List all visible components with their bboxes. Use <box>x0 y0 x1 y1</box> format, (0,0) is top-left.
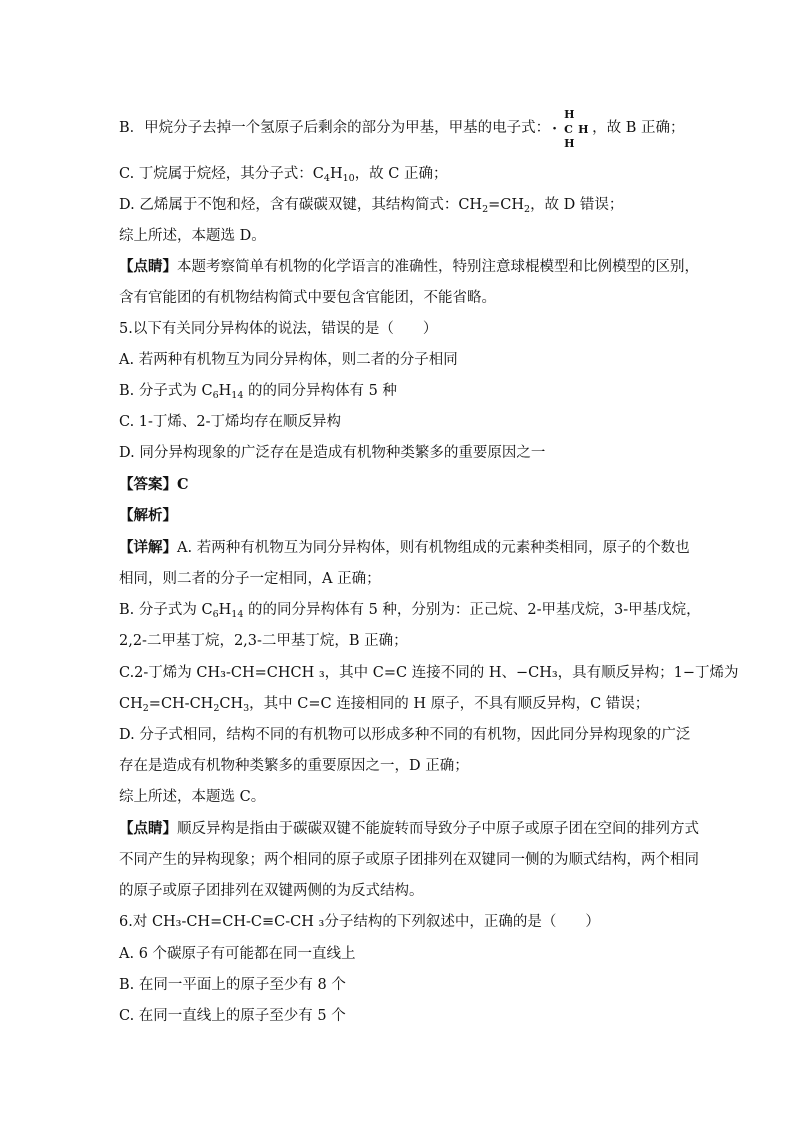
option-5a: A. 若两种有机物互为同分异构体，则二者的分子相同 <box>119 352 458 368</box>
line-note-2c: 的原子或原子团排列在双键两侧的为反式结构。 <box>119 883 424 899</box>
note-tag: 【点睛】 <box>119 820 177 837</box>
detail-line-3 <box>119 600 701 620</box>
subscript: 6 <box>212 609 219 620</box>
line-note-2a <box>119 819 699 839</box>
answer-5: 【答案】C <box>119 476 189 493</box>
text: 的的同分异构体有 5 种 <box>243 383 397 399</box>
detail-line-6 <box>119 694 649 714</box>
subscript: 2 <box>142 703 149 714</box>
text: H <box>329 166 343 182</box>
question-5: 5.以下有关同分异构体的说法，错误的是（ ） <box>119 321 438 337</box>
detail-line-2: 相同，则二者的分子一定相同，A 正确； <box>119 571 381 587</box>
line-summary-1: 综上所述，本题选 D。 <box>119 228 266 244</box>
line-c-butane <box>119 164 448 184</box>
text: H <box>218 383 232 399</box>
option-6a: A. 6 个碳原子有可能都在同一直线上 <box>119 946 356 962</box>
detail-line-1 <box>119 538 690 558</box>
detail-line-4: 2,2-二甲基丁烷，2,3-二甲基丁烷，B 正确； <box>119 633 408 649</box>
subscript: 2 <box>213 703 220 714</box>
text: B. 分子式为 C <box>119 383 213 399</box>
text: C. 丁烷属于烷烃，其分子式：C <box>119 166 324 182</box>
text: 顺反异构是指由于碳碳双键不能旋转而导致分子中原子或原子团在空间的排列方式 <box>177 821 699 837</box>
text: CH <box>219 696 244 712</box>
detail-tag: 【详解】 <box>119 539 177 556</box>
note-tag: 【点睛】 <box>119 258 177 275</box>
b-text-end: ，故 B 正确； <box>592 120 685 136</box>
question-6: 6.对 CH₃-CH=CH-C≡C-CH ₃分子结构的下列叙述中，正确的是（ ） <box>119 914 600 930</box>
text: 的的同分异构体有 5 种，分别为：正己烷、2-甲基戊烷，3-甲基戊烷， <box>243 602 701 618</box>
line-summary-2: 综上所述，本题选 C。 <box>119 789 266 805</box>
text: ，故 D 错误； <box>530 197 624 213</box>
line-d-ethylene <box>119 195 623 215</box>
formula-center-c: C <box>564 123 573 136</box>
text: H <box>218 602 232 618</box>
detail-line-7: D. 分子式相同，结构不同的有机物可以形成多种不同的有机物，因此同分异构现象的广泛 <box>119 727 691 743</box>
methyl-electron-formula <box>552 108 589 150</box>
b-text: B．甲烷分子去掉一个氢原子后剩余的部分为甲基，甲基的电子式： <box>119 120 551 136</box>
line-note-2b: 不同产生的异构现象；两个相同的原子或原子团排列在双键同一侧的为顺式结构，两个相同 <box>119 852 699 868</box>
formula-bottom-h: H <box>564 137 575 150</box>
option-6b: B. 在同一平面上的原子至少有 8 个 <box>119 977 346 993</box>
option-6c: C. 在同一直线上的原子至少有 5 个 <box>119 1008 346 1024</box>
formula-right-h: H <box>578 123 589 136</box>
subscript: 4 <box>323 173 330 184</box>
subscript: 2 <box>482 204 489 215</box>
line-b-methyl <box>119 108 685 150</box>
subscript: 3 <box>243 703 250 714</box>
text: =CH <box>488 197 525 213</box>
subscript: 10 <box>342 173 355 184</box>
text: =CH-CH <box>148 696 214 712</box>
line-note-1a <box>119 257 699 277</box>
text: D. 乙烯属于不饱和烃，含有碳碳双键，其结构简式：CH <box>119 197 483 213</box>
formula-dot: · <box>552 121 558 137</box>
subscript: 14 <box>231 390 244 401</box>
subscript: 6 <box>212 390 219 401</box>
line-note-1b: 含有官能团的有机物结构简式中要包含官能团，不能省略。 <box>119 290 496 306</box>
text: B. 分子式为 C <box>119 602 213 618</box>
subscript: 14 <box>231 609 244 620</box>
option-5b <box>119 381 397 401</box>
subscript: 2 <box>524 204 531 215</box>
option-5d: D. 同分异构现象的广泛存在是造成有机物种类繁多的重要原因之一 <box>119 445 546 461</box>
text: A. 若两种有机物互为同分异构体，则有机物组成的元素种类相同，原子的个数也 <box>177 540 690 556</box>
option-5c: C. 1-丁烯、2-丁烯均存在顺反异构 <box>119 414 342 430</box>
text: ，其中 C=C 连接相同的 H 原子，不具有顺反异构，C 错误； <box>249 696 650 712</box>
analysis-5: 【解析】 <box>119 507 177 524</box>
detail-line-5: C.2-丁烯为 CH₃-CH=CHCH ₃，其中 C=C 连接不同的 H、−CH₃，具有顺反异构；1−丁烯为 <box>119 665 739 681</box>
text: CH <box>119 696 143 712</box>
text: ，故 C 正确； <box>354 166 448 182</box>
formula-top-h: H <box>564 108 575 121</box>
detail-line-8: 存在是造成有机物种类繁多的重要原因之一，D 正确； <box>119 758 469 774</box>
text: 本题考察简单有机物的化学语言的准确性，特别注意球棍模型和比例模型的区别， <box>177 259 699 275</box>
